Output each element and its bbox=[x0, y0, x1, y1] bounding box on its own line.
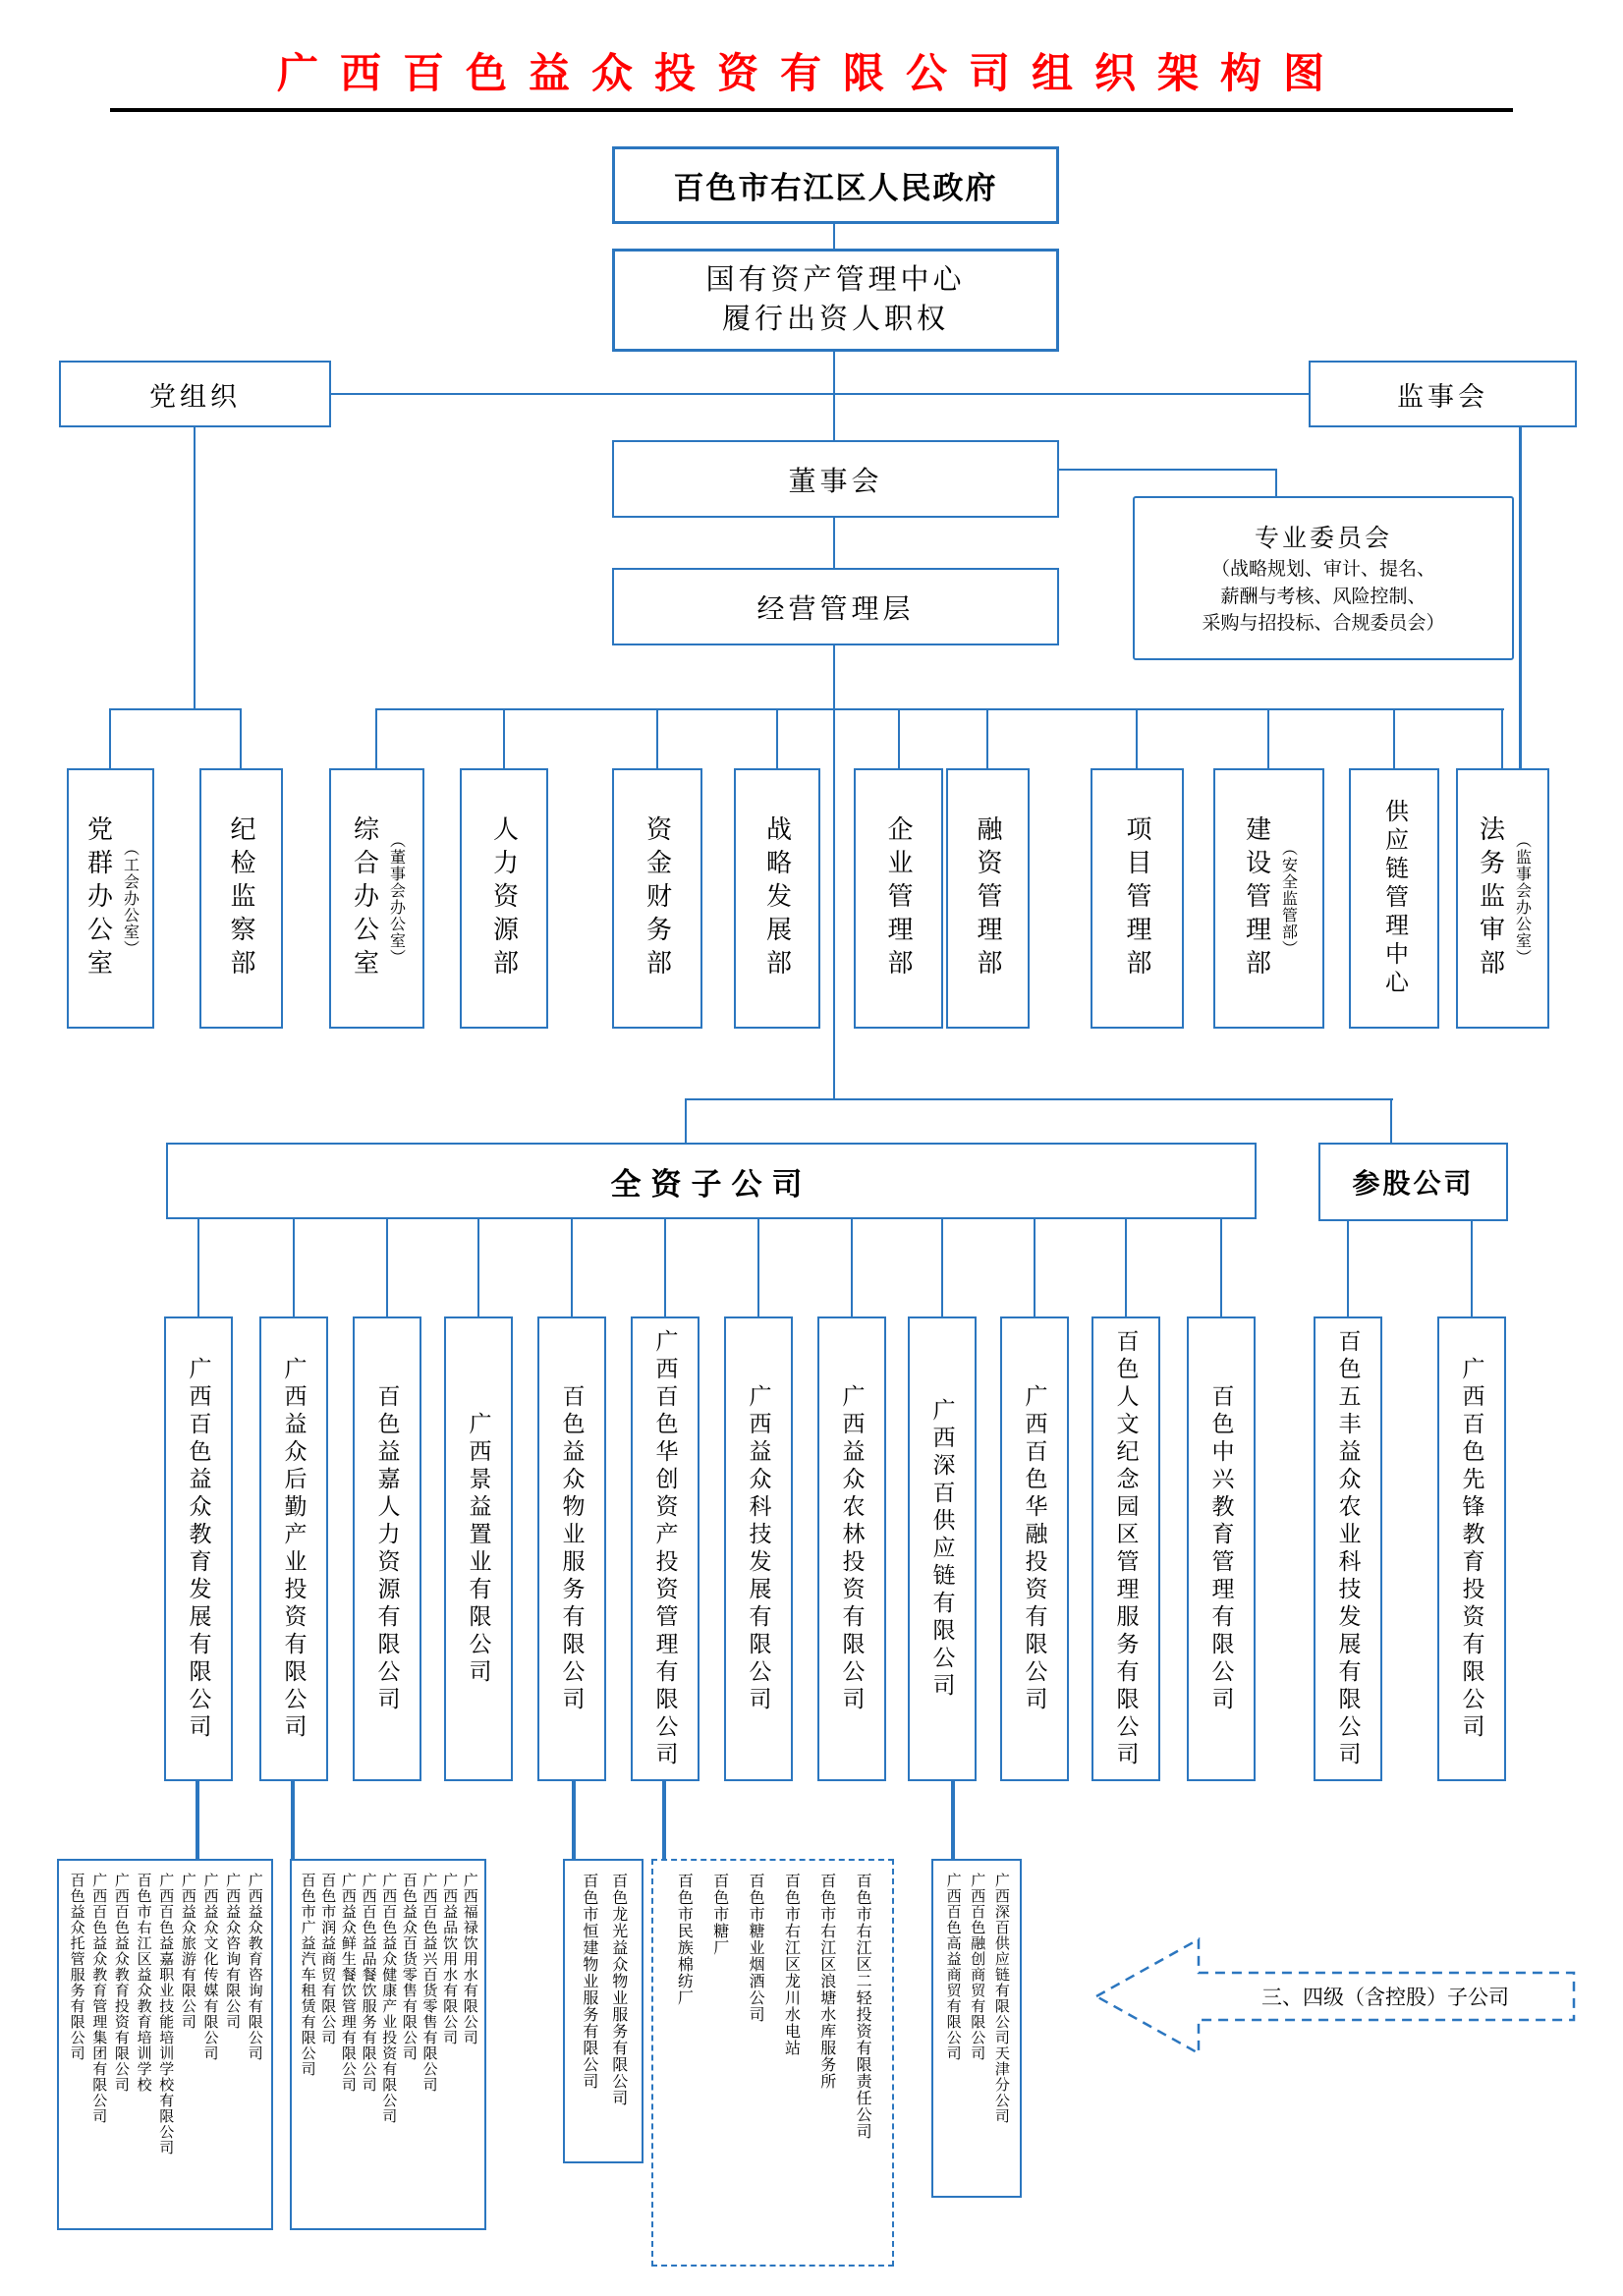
node-board-of-directors bbox=[612, 440, 1059, 518]
connector-third-level-drop bbox=[662, 1781, 666, 1860]
invested-company-box bbox=[1437, 1316, 1506, 1781]
connector-board-committee-v bbox=[1275, 469, 1277, 498]
header-invested-label: 参股公司 bbox=[1352, 1169, 1475, 1200]
department-name: 建设管理部 bbox=[1242, 814, 1271, 982]
department-name: 企业管理部 bbox=[884, 814, 913, 982]
connector-third-level-drop bbox=[291, 1781, 295, 1860]
department-box bbox=[1456, 768, 1549, 1029]
department-subname: （董事会办公室） bbox=[387, 831, 405, 966]
third-level-company-name: 广西百色融创商贸有限公司 bbox=[969, 1873, 985, 2061]
subsidiary-box bbox=[164, 1316, 233, 1781]
department-name: 人力资源部 bbox=[489, 814, 519, 982]
department-name: 战略发展部 bbox=[762, 814, 792, 982]
connector-subsidiary-drop bbox=[386, 1219, 388, 1316]
node-supervisory-board bbox=[1309, 361, 1577, 427]
connector-subsidiary-drop bbox=[941, 1219, 943, 1316]
subsidiary-box bbox=[259, 1316, 328, 1781]
committee-line-2: 薪酬与考核、风险控制、 bbox=[1220, 586, 1427, 607]
connector-subsidiary-drop bbox=[477, 1219, 479, 1316]
connector-dept-rail bbox=[376, 708, 1504, 710]
third-level-company-name: 广西百色益兴百货零售有限公司 bbox=[420, 1873, 437, 2093]
department-box bbox=[460, 768, 548, 1029]
connector-party-drop bbox=[109, 708, 111, 768]
subsidiary-box bbox=[1000, 1316, 1069, 1781]
third-level-group bbox=[563, 1859, 644, 2163]
subsidiary-name: 广西百色华创资产投资管理有限公司 bbox=[652, 1328, 678, 1769]
third-level-company-name: 广西益品饮用水有限公司 bbox=[441, 1873, 458, 2045]
subsidiary-name: 广西益众后勤产业投资有限公司 bbox=[281, 1356, 307, 1742]
connector-party-trunk bbox=[194, 427, 196, 709]
left-block-arrow-icon bbox=[1089, 1926, 1585, 2068]
subsidiary-box bbox=[724, 1316, 793, 1781]
third-level-company-name: 百色市右江区益众教育培训学校 bbox=[135, 1873, 151, 2093]
department-subname: （监事会办公室） bbox=[1513, 831, 1531, 966]
node-asset-center-line1: 国有资产管理中心 bbox=[705, 264, 966, 297]
third-level-company-name: 广西百色益嘉职业技能培训学校有限公司 bbox=[157, 1873, 174, 2156]
node-asset-center bbox=[612, 249, 1059, 352]
connector-dept-drop bbox=[1501, 708, 1503, 768]
subsidiary-box bbox=[631, 1316, 700, 1781]
department-name: 融资管理部 bbox=[974, 814, 1002, 982]
connector-third-level-drop bbox=[951, 1781, 955, 1860]
node-party-label: 党组织 bbox=[149, 381, 241, 412]
subsidiary-box bbox=[817, 1316, 886, 1781]
third-level-company-name: 广西益众鲜生餐饮管理有限公司 bbox=[339, 1873, 356, 2093]
subsidiary-name: 广西深百供应链有限公司 bbox=[929, 1397, 955, 1701]
department-box bbox=[1349, 768, 1439, 1029]
subsidiary-name: 广西益众科技发展有限公司 bbox=[746, 1383, 771, 1714]
connector-dept-drop bbox=[776, 708, 778, 768]
third-level-company-name: 广西深百供应链有限公司天津分公司 bbox=[992, 1873, 1009, 2124]
committee-line-1: （战略规划、审计、提名、 bbox=[1210, 559, 1435, 581]
subsidiary-box bbox=[908, 1316, 977, 1781]
invested-company-box bbox=[1314, 1316, 1382, 1781]
connector-third-level-drop bbox=[196, 1781, 199, 1860]
connector-dept-drop bbox=[898, 708, 900, 768]
connector-subsidiary-drop bbox=[1220, 1219, 1222, 1316]
committee-line-3: 采购与招投标、合规委员会） bbox=[1202, 613, 1445, 635]
third-level-company-name: 百色市右江区二轻投资有限责任公司 bbox=[854, 1873, 871, 2140]
third-level-company-name: 广西百色益品餐饮服务有限公司 bbox=[360, 1873, 376, 2093]
connector-wholly-drop bbox=[685, 1098, 687, 1144]
department-box bbox=[1213, 768, 1324, 1029]
connector-supervisory-legal bbox=[1519, 427, 1522, 768]
connector-subsidiary-drop bbox=[197, 1219, 199, 1316]
connector-board-management bbox=[833, 518, 835, 568]
node-party-organization bbox=[59, 361, 331, 427]
third-level-company-name: 广西益众文化传媒有限公司 bbox=[201, 1873, 218, 2061]
third-level-company-name: 广西百色益众健康产业投资有限公司 bbox=[380, 1873, 397, 2124]
subsidiary-box bbox=[444, 1316, 513, 1781]
third-level-company-name: 广西益众咨询有限公司 bbox=[224, 1873, 241, 2030]
node-board-label: 董事会 bbox=[788, 466, 883, 497]
department-name: 资金财务部 bbox=[643, 814, 672, 982]
header-invested-companies bbox=[1318, 1143, 1508, 1221]
third-level-company-name: 百色市恒建物业服务有限公司 bbox=[580, 1873, 597, 2090]
header-wholly-owned-subsidiaries bbox=[166, 1143, 1257, 1219]
connector-dept-drop bbox=[1136, 708, 1138, 768]
department-box bbox=[854, 768, 943, 1029]
department-subname: （安全监管部） bbox=[1279, 840, 1297, 957]
subsidiary-box bbox=[1091, 1316, 1160, 1781]
third-level-company-name: 百色市右江区龙川水电站 bbox=[782, 1873, 800, 2056]
third-level-company-name: 百色龙光益众物业服务有限公司 bbox=[609, 1873, 627, 2106]
connector-subsidiary-drop bbox=[571, 1219, 573, 1316]
connector-management-trunk bbox=[833, 645, 835, 1099]
department-name: 综合办公室 bbox=[350, 814, 379, 982]
third-level-company-name: 百色益众百货零售有限公司 bbox=[400, 1873, 417, 2061]
department-name: 供应链管理中心 bbox=[1380, 799, 1407, 998]
third-level-company-name: 百色市右江区浪塘水库服务所 bbox=[817, 1873, 835, 2090]
subsidiary-name: 广西景益置业有限公司 bbox=[466, 1411, 491, 1687]
subsidiary-name: 百色人文纪念园区管理服务有限公司 bbox=[1113, 1328, 1139, 1769]
subsidiary-name: 广西百色益众教育发展有限公司 bbox=[186, 1356, 211, 1742]
invested-company-name: 百色五丰益众农业科技发展有限公司 bbox=[1335, 1328, 1361, 1769]
third-level-group bbox=[57, 1859, 273, 2230]
node-government bbox=[612, 146, 1059, 224]
third-level-group bbox=[290, 1859, 486, 2230]
department-box bbox=[67, 768, 154, 1029]
connector-invested-drop bbox=[1390, 1098, 1392, 1144]
node-management-layer bbox=[612, 568, 1059, 645]
department-name: 法务监审部 bbox=[1476, 814, 1505, 982]
subsidiary-name: 广西百色华融投资有限公司 bbox=[1022, 1383, 1047, 1714]
third-level-company-name: 广西百色益众教育管理集团有限公司 bbox=[90, 1873, 107, 2124]
department-name: 项目管理部 bbox=[1123, 814, 1151, 982]
connector-dept-drop bbox=[1393, 708, 1395, 768]
node-asset-center-line2: 履行出资人职权 bbox=[721, 303, 949, 335]
third-level-company-name: 百色市民族棉纺厂 bbox=[675, 1873, 693, 2006]
subsidiary-box bbox=[353, 1316, 421, 1781]
connector-subsidiary-rail-top bbox=[686, 1098, 1393, 1100]
connector-asset-board bbox=[833, 352, 835, 440]
subsidiary-name: 百色益众物业服务有限公司 bbox=[559, 1383, 585, 1714]
department-name: 纪检监察部 bbox=[227, 814, 255, 982]
subsidiary-name: 广西益众农林投资有限公司 bbox=[839, 1383, 865, 1714]
connector-party-supervisory bbox=[331, 393, 1309, 395]
node-management-label: 经营管理层 bbox=[756, 593, 915, 625]
department-box bbox=[1091, 768, 1184, 1029]
third-level-company-name: 广西百色益众教育投资有限公司 bbox=[112, 1873, 129, 2093]
subsidiary-name: 百色益嘉人力资源有限公司 bbox=[374, 1383, 400, 1714]
connector-invested-company-drop bbox=[1471, 1221, 1473, 1316]
third-level-group-dashed bbox=[651, 1859, 894, 2267]
third-level-note-label: 三、四级（含控股）子公司 bbox=[1261, 1986, 1509, 2009]
page-title: 广西百色益众投资有限公司组织架构图 bbox=[276, 50, 1346, 96]
department-box bbox=[734, 768, 820, 1029]
third-level-company-name: 广西益众旅游有限公司 bbox=[179, 1873, 196, 2030]
third-level-company-name: 百色市糖业烟酒公司 bbox=[747, 1873, 764, 2023]
connector-gov-asset bbox=[833, 224, 835, 249]
connector-dept-drop bbox=[986, 708, 988, 768]
connector-dept-drop bbox=[503, 708, 505, 768]
connector-board-committee-h bbox=[1059, 469, 1277, 471]
connector-subsidiary-drop bbox=[1125, 1219, 1127, 1316]
connector-third-level-drop bbox=[572, 1781, 576, 1860]
subsidiary-box bbox=[1187, 1316, 1256, 1781]
department-box bbox=[946, 768, 1030, 1029]
department-name: 党群办公室 bbox=[84, 814, 113, 982]
third-level-company-name: 百色市润益商贸有限公司 bbox=[319, 1873, 336, 2045]
department-subname: （工会办公室） bbox=[121, 840, 139, 957]
department-box bbox=[612, 768, 702, 1029]
department-box bbox=[199, 768, 283, 1029]
connector-subsidiary-drop bbox=[757, 1219, 759, 1316]
connector-subsidiary-drop bbox=[664, 1219, 666, 1316]
third-level-company-name: 百色益众托管服务有限公司 bbox=[68, 1873, 84, 2061]
third-level-company-name: 广西福禄饮用水有限公司 bbox=[461, 1873, 477, 2045]
third-level-company-name: 百色市广益汽车租赁有限公司 bbox=[299, 1873, 315, 2077]
third-level-company-name: 百色市糖厂 bbox=[710, 1873, 728, 1956]
connector-subsidiary-drop bbox=[1034, 1219, 1035, 1316]
committee-title: 专业委员会 bbox=[1254, 526, 1392, 553]
subsidiary-box bbox=[537, 1316, 606, 1781]
node-government-label: 百色市右江区人民政府 bbox=[673, 171, 998, 205]
node-supervisory-label: 监事会 bbox=[1397, 381, 1488, 412]
third-level-group bbox=[931, 1859, 1022, 2198]
connector-party-drop bbox=[240, 708, 242, 768]
connector-dept-drop bbox=[1267, 708, 1269, 768]
department-box bbox=[329, 768, 424, 1029]
connector-dept-drop bbox=[375, 708, 377, 768]
connector-subsidiary-drop bbox=[293, 1219, 295, 1316]
node-special-committees bbox=[1133, 496, 1514, 660]
connector-dept-drop bbox=[656, 708, 658, 768]
invested-company-name: 广西百色先锋教育投资有限公司 bbox=[1459, 1356, 1484, 1742]
third-level-note-arrow bbox=[1089, 1926, 1585, 2068]
connector-subsidiary-drop bbox=[851, 1219, 853, 1316]
header-wholly-label: 全资子公司 bbox=[610, 1166, 812, 1202]
third-level-company-name: 广西益众教育咨询有限公司 bbox=[246, 1873, 262, 2061]
connector-party-rail bbox=[109, 708, 242, 710]
connector-invested-company-drop bbox=[1347, 1221, 1349, 1316]
title-underline bbox=[110, 108, 1513, 112]
subsidiary-name: 百色中兴教育管理有限公司 bbox=[1208, 1383, 1234, 1714]
third-level-company-name: 广西百色高益商贸有限公司 bbox=[944, 1873, 961, 2061]
